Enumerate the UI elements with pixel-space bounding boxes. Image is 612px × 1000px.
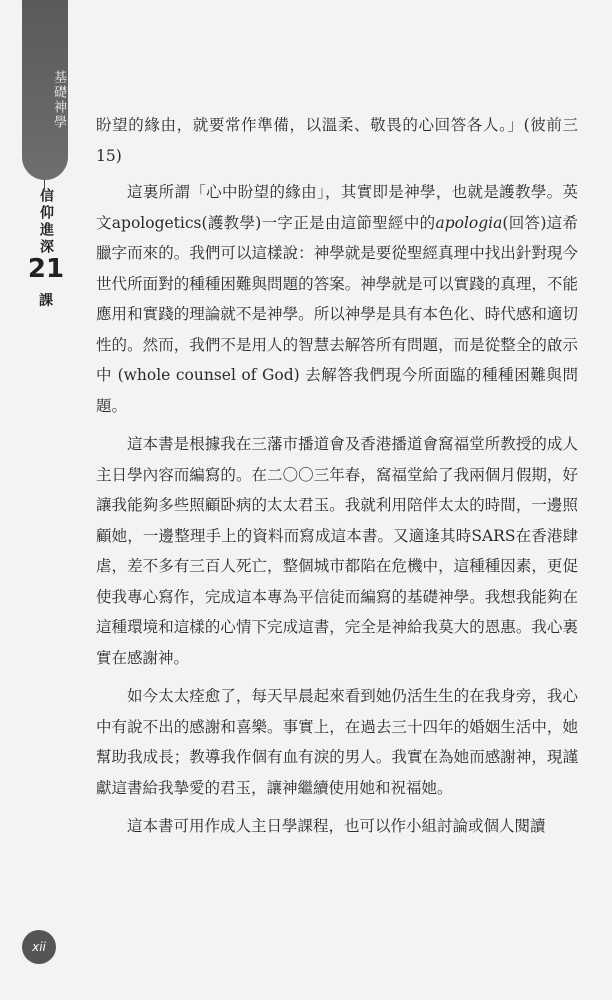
paragraph-2-emphasis: apologia bbox=[435, 213, 503, 232]
body-text bbox=[96, 110, 578, 850]
chapter-tab-label: 基礎神學 bbox=[51, 70, 66, 130]
sidebar-rule bbox=[44, 180, 45, 188]
lesson-label: 課 bbox=[39, 293, 53, 309]
paragraph-1: 盼望的緣由，就要常作準備，以溫柔、敬畏的心回答各人。」(彼前三 15) bbox=[96, 116, 578, 165]
lesson-number: 21 bbox=[27, 254, 65, 284]
paragraph-2 bbox=[96, 177, 578, 421]
paragraph-4: 如今太太痊愈了，每天早晨起來看到她仍活生生的在我身旁，我心中有說不出的感謝和喜樂。事實上，在過去三十四年的婚姻生活中，她幫助我成長；教導我作個有血有淚的男人。我實在為她而感謝神，現謹獻這書給我摯愛的君玉，讓神繼續使用她和祝福她。 bbox=[96, 687, 578, 797]
paragraph-2-part-a: 這裏所謂「心中盼望的緣由」，其實即是神學，也就是護教學。英文apologetics(護教學)一字正是由這節聖經中的 bbox=[96, 183, 578, 232]
paragraph-5: 這本書可用作成人主日學課程，也可以作小組討論或個人閱讀 bbox=[127, 817, 546, 835]
series-title: 信仰進深 bbox=[38, 188, 54, 256]
chapter-tab bbox=[22, 0, 68, 180]
page-number: xii bbox=[22, 930, 56, 964]
paragraph-2-part-b: (回答)這希臘字而來的。我們可以這樣說：神學就是要從聖經真理中找出針對現今世代所面對的種種困難與問題的答案。神學就是可以實踐的真理，不能應用和實踐的理論就不是神學。所以神學是具有本色化、時代感和適切性的。然而，我們不是用人的智慧去解答所有問題，而是從整全的啟示中 (whole counsel of God) 去解答我們現今所面臨的種種困難與問題。 bbox=[96, 213, 578, 415]
paragraph-3: 這本書是根據我在三藩市播道會及香港播道會窩福堂所教授的成人主日學內容而編寫的。在二〇〇三年春，窩福堂給了我兩個月假期，好讓我能夠多些照顧卧病的太太君玉。我就利用陪伴太太的時間，一邊照顧她，一邊整理手上的資料而寫成這本書。又適逢其時SARS在香港肆虐，差不多有三百人死亡，整個城市都陷在危機中，這種種因素，更促使我專心寫作，完成這本專為平信徒而編寫的基礎神學。我想我能夠在這種環境和這樣的心情下完成這書，完全是神給我莫大的恩惠。我心裏實在感謝神。 bbox=[96, 435, 578, 667]
